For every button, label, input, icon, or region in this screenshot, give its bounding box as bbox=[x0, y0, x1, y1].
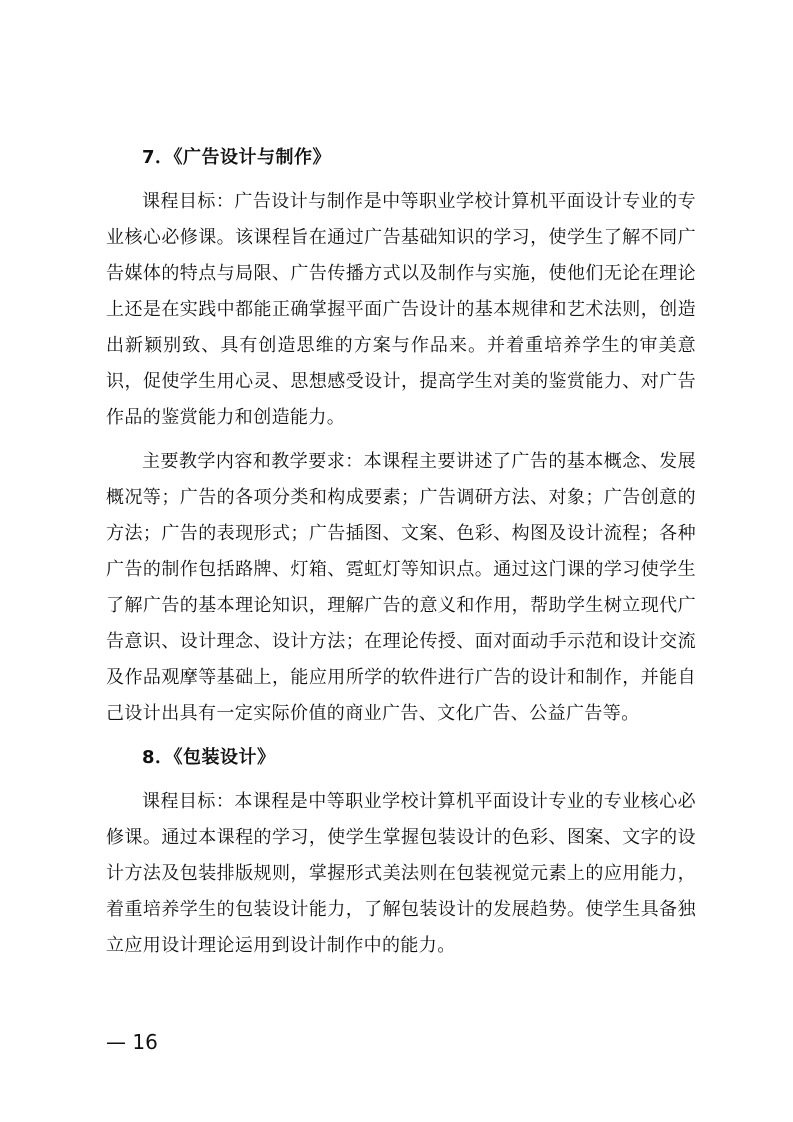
section-7-paragraph-goal: 课程目标：广告设计与制作是中等职业学校计算机平面设计专业的专业核心必修课。该课程旨在通过广告基础知识的学习，使学生了解不同广告媒体的特点与局限、广告传播方式以及制作与实施，使他们无论在理论上还是在实践中都能正确掌握平面广告设计的基本规律和艺术法则，创造出新颖别致、具有创造思维的方案与作品来。并着重培养学生的审美意识，促使学生用心灵、思想感受设计，提高学生对美的鉴赏能力、对广告作品的鉴赏能力和创造能力。 bbox=[106, 191, 696, 428]
section-heading-7: 7．《广告设计与制作》 bbox=[142, 147, 332, 168]
section-7-paragraph-content: 主要教学内容和教学要求：本课程主要讲述了广告的基本概念、发展概况等；广告的各项分类和构成要素；广告调研方法、对象；广告创意的方法；广告的表现形式；广告插图、文案、色彩、构图及设计流程；各种广告的制作包括路牌、灯箱、霓虹灯等知识点。通过这门课的学习使学生了解广告的基本理论知识，理解广告的意义和作用，帮助学生树立现代广告意识、设计理念、设计方法；在理论传授、面对面动手示范和设计交流及作品观摩等基础上，能应用所学的软件进行广告的设计和制作，并能自己设计出具有一定实际价值的商业广告、文化广告、公益广告等。 bbox=[106, 451, 696, 724]
page-number: — 16 bbox=[106, 1030, 158, 1054]
document-body bbox=[106, 140, 696, 964]
section-8-paragraph-goal: 课程目标：本课程是中等职业学校计算机平面设计专业的专业核心必修课。通过本课程的学习，使学生掌握包装设计的色彩、图案、文字的设计方法及包装排版规则，掌握形式美法则在包装视觉元素上的应用能力，着重培养学生的包装设计能力，了解包装设计的发展趋势。使学生具备独立应用设计理论运用到设计制作中的能力。 bbox=[106, 791, 696, 956]
section-heading-8: 8．《包装设计》 bbox=[142, 747, 276, 768]
